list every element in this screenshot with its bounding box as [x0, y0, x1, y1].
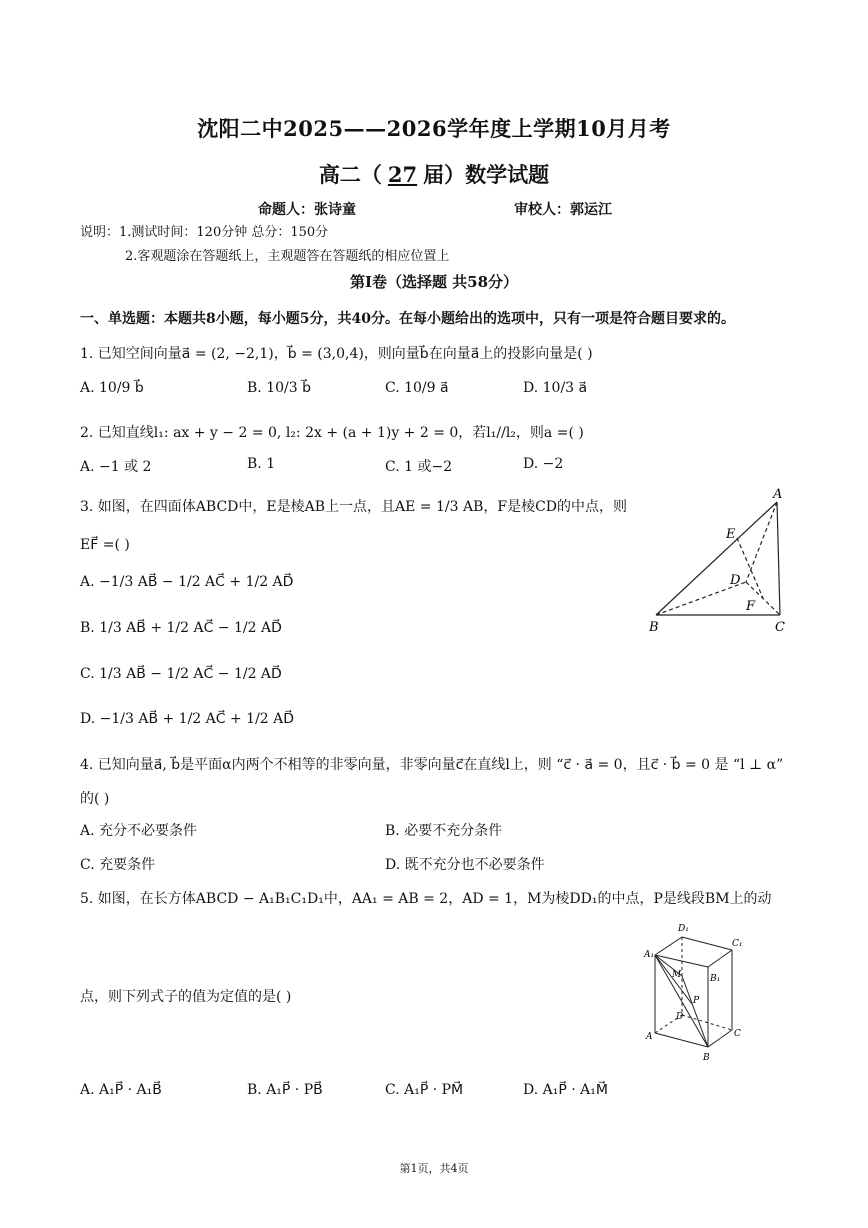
- edge-b1c1: [708, 950, 732, 967]
- question-3-option-a: A. −1/3 AB⃗ − 1/2 AC⃗ + 1/2 AD⃗: [80, 574, 294, 590]
- reviewer: 审校人：郭运江: [514, 202, 612, 218]
- question-4-option-c: C. 充要条件: [80, 857, 156, 873]
- edge-dc: [682, 1015, 732, 1030]
- cuboid-figure: [640, 915, 750, 1065]
- question-5-option-b: B. A₁P⃗ · PB⃗: [247, 1082, 323, 1098]
- question-4-option-b: B. 必要不充分条件: [385, 823, 503, 839]
- label-m: M: [672, 970, 682, 980]
- question-4-option-a: A. 充分不必要条件: [80, 823, 198, 839]
- edge-ab: [655, 1033, 708, 1047]
- edge-bc: [708, 1030, 732, 1047]
- edge-ab: [656, 502, 777, 615]
- question-3-option-d: D. −1/3 AB⃗ + 1/2 AC⃗ + 1/2 AD⃗: [80, 711, 295, 727]
- label-a1: A₁: [644, 950, 655, 960]
- note-line-1: 说明：1.测试时间：120分钟 总分：150分: [80, 225, 329, 240]
- edge-ad: [746, 502, 777, 582]
- subtitle-suffix: 届）数学试题: [423, 162, 550, 187]
- question-2-option-a: A. −1 或 2: [80, 459, 152, 475]
- question-1-stem: 1. 已知空间向量a⃗ = (2, −2,1)，b⃗ = (3,0,4)，则向量b⃗在向量a⃗上的投影向量是( ): [80, 346, 593, 362]
- label-b: B: [649, 620, 659, 635]
- question-3-stem-line-1: 3. 如图，在四面体ABCD中，E是棱AB上一点，且AE = 1/3 AB，F是棱CD的中点，则: [80, 499, 628, 515]
- question-2-option-b: B. 1: [247, 456, 276, 472]
- subtitle-prefix: 高二（: [318, 162, 382, 187]
- grade-number: 27: [387, 162, 418, 187]
- question-5-stem-line-1: 5. 如图，在长方体ABCD − A₁B₁C₁D₁中，AA₁ = AB = 2，AD = 1，M为棱DD₁的中点，P是线段BM上的动: [80, 891, 772, 907]
- label-d: D: [676, 1012, 684, 1022]
- edge-d1c1: [682, 937, 732, 950]
- label-c: C: [775, 620, 785, 635]
- question-3-option-b: B. 1/3 AB⃗ + 1/2 AC⃗ − 1/2 AD⃗: [80, 620, 282, 636]
- label-d: D: [730, 573, 741, 588]
- question-3-option-c: C. 1/3 AB⃗ − 1/2 AC⃗ − 1/2 AD⃗: [80, 666, 282, 682]
- question-5-option-c: C. A₁P⃗ · PM⃗: [385, 1082, 464, 1098]
- tetrahedron-figure: [640, 480, 800, 640]
- exam-subtitle: [0, 159, 868, 189]
- label-f: F: [746, 599, 756, 614]
- note-line-2: 2.客观题涂在答题纸上，主观题答在答题纸的相应位置上: [125, 249, 450, 264]
- question-5-option-d: D. A₁P⃗ · A₁M⃗: [523, 1082, 608, 1098]
- question-1-option-a: A. 10/9 b⃗: [80, 380, 144, 396]
- author: 命题人：张诗童: [258, 202, 356, 218]
- question-2-option-c: C. 1 或−2: [385, 459, 453, 475]
- label-c: C: [734, 1029, 741, 1039]
- question-1-option-d: D. 10/3 a⃗: [523, 380, 588, 396]
- question-4-stem-line-2: 的( ): [80, 791, 110, 807]
- label-b1: B₁: [710, 974, 721, 984]
- question-4-option-d: D. 既不充分也不必要条件: [385, 857, 545, 873]
- label-p: P: [693, 996, 700, 1006]
- segment-mb: [682, 976, 708, 1047]
- question-1-option-c: C. 10/9 a⃗: [385, 380, 449, 396]
- question-4-stem-line-1: 4. 已知向量a⃗, b⃗是平面α内两个不相等的非零向量，非零向量c⃗在直线l上，则 “c⃗ · a⃗ = 0，且c⃗ · b⃗ = 0 是 “l ⊥ α”: [80, 757, 784, 773]
- edge-ac: [777, 502, 780, 615]
- label-d1: D₁: [678, 924, 689, 934]
- label-a: A: [646, 1032, 653, 1042]
- section-instructions: 一、单选题：本题共8小题，每小题5分，共40分。在每小题给出的选项中，只有一项是符合题目要求的。: [80, 311, 735, 327]
- exam-title: 沈阳二中2025——2026学年度上学期10月月考: [197, 116, 671, 141]
- question-5-stem-line-2: 点，则下列式子的值为定值的是( ): [80, 989, 292, 1005]
- page-footer: 第1页，共4页: [399, 1162, 469, 1175]
- segment-ef: [737, 538, 763, 598]
- section-title: 第Ⅰ卷（选择题 共58分）: [349, 273, 519, 291]
- question-1-option-b: B. 10/3 b⃗: [247, 380, 311, 396]
- question-3-stem-line-2: EF⃗ =( ): [80, 537, 130, 553]
- question-2-option-d: D. −2: [523, 456, 564, 472]
- label-a: A: [773, 487, 783, 502]
- label-e: E: [726, 527, 736, 542]
- label-b: B: [703, 1053, 710, 1063]
- label-c1: C₁: [732, 939, 743, 949]
- question-2-stem: 2. 已知直线l₁: ax + y − 2 = 0, l₂: 2x + (a + 1)y + 2 = 0，若l₁//l₂，则a =( ): [80, 425, 584, 441]
- question-5-option-a: A. A₁P⃗ · A₁B⃗: [80, 1082, 162, 1098]
- edge-a1d1: [655, 937, 682, 955]
